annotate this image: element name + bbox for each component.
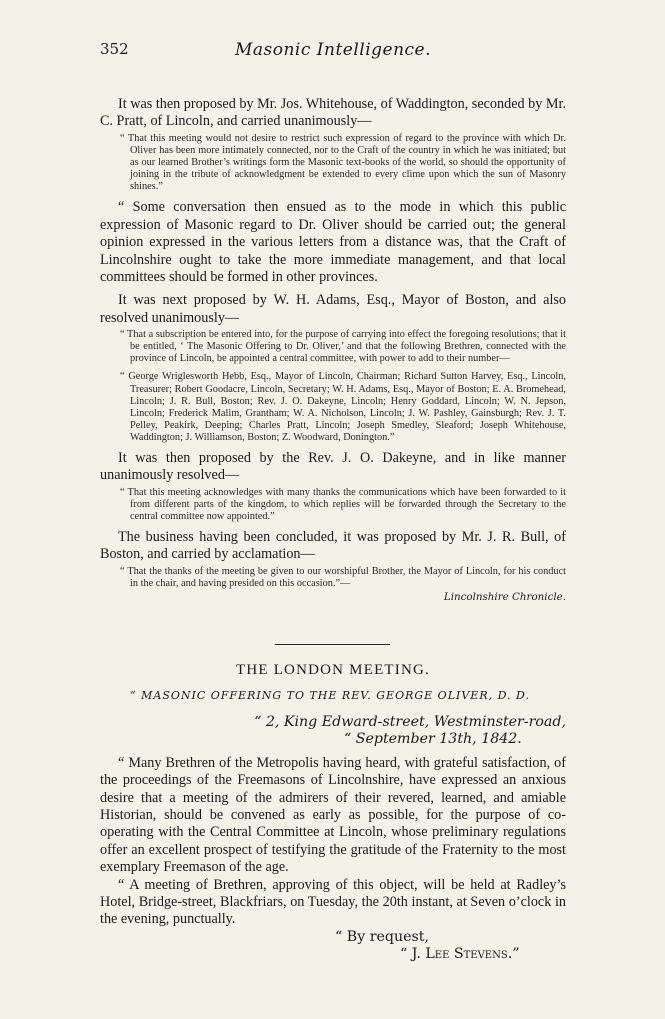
paragraph-conversation: “ Some conversation then ensued as to the mode in which this public expression of Masonic regard to Dr. Oliver should be carried out; the general opinion expressed in the various letters from a distance was, that the Craft of Lincolnshire ought to take the more immediate management, and that local committees should be formed in other provinces. — [100, 199, 566, 285]
quote-resolution-1: “ That this meeting would not desire to restrict such expression of regard to the province with which Dr. Oliver has been more intimately connected, nor to the Craft of the country in which he was initiated; but as our learned Brother’s writings form the Masonic text-books of the world, so should the opportunity of joining in the tribute of acknowledgment be extended to every clime upon which the sun of Masonry shines.” — [120, 132, 566, 193]
page-header — [100, 40, 566, 64]
paragraph-adams-proposal: It was next proposed by W. H. Adams, Esq., Mayor of Boston, and also resolved unanimously— — [100, 292, 566, 326]
paragraph-dakeyne-proposal: It was then proposed by the Rev. J. O. Dakeyne, and in like manner unanimously resolved— — [100, 449, 566, 484]
by-request-line: “ By request, — [335, 928, 429, 945]
date-line: “ September 13th, 1842. — [344, 731, 522, 748]
paragraph-metropolis-brethren: “ Many Brethren of the Metropolis having heard, with grateful satisfaction, of the proceedings of the Freemasons of Lincolnshire, have expressed an anxious desire that a meeting of the admirers of their revered, learned, and amiable Historian, should be convened as early as possible, for the purpose of co-operating with the Central Committee at Lincoln, whose preliminary regulations offer an excellent prospect of testifying the gratitude of the Fraternity to the most exemplary Freemason of the age. — [100, 754, 566, 876]
address-line: “ 2, King Edward-street, Westminster-road, — [254, 714, 566, 730]
paragraph-meeting-notice: “ A meeting of Brethren, approving of this object, will be held at Radley’s Hotel, Bridge-street, Blackfriars, on Tuesday, the 20th instant, at Seven o’clock in the evening, punctually. — [100, 876, 566, 928]
quote-resolution-2: “ That a subscription be entered into, for the purpose of carrying into effect the foregoing resolutions; that it be entitled, ‘ The Masonic Offering to Dr. Oliver,’ and that the following Brethren, connected with the province of Lincoln, be appointed a central committee, with power to add to their number— — [120, 329, 566, 365]
paragraph-whitehouse-proposal: It was then proposed by Mr. Jos. Whitehouse, of Waddington, seconded by Mr. C. Pratt, of Lincoln, and carried unanimously— — [100, 96, 566, 130]
signature: “ J. Lee Stevens.” — [400, 946, 520, 963]
page-number: 352 — [100, 40, 129, 58]
quote-thanks: “ That the thanks of the meeting be given to our worshipful Brother, the Mayor of Lincoln, for his conduct in the chair, and having presided on this occasion.”— — [120, 565, 566, 589]
source-attribution: Lincolnshire Chronicle. — [443, 591, 566, 604]
quote-resolution-3: “ That this meeting acknowledges with many thanks the communications which have been forwarded to it from different parts of the kingdom, to which replies will be forwarded through the Secretary to the central committee now appointed.” — [120, 486, 566, 522]
section-divider — [275, 644, 390, 645]
paragraph-bull-proposal: The business having been concluded, it was proposed by Mr. J. R. Bull, of Boston, and carried by acclamation— — [100, 529, 566, 563]
quote-committee-list: “ George Wriglesworth Hebb, Esq., Mayor of Lincoln, Chairman; Richard Sutton Harvey, Esq., Lincoln, Treasurer; Robert Goodacre, Lincoln, Secretary; W. H. Adams, Esq., Mayor of Boston; E. A. Bromehead, Lincoln; J. R. Bull, Boston; Rev. J. O. Dakeyne, Lincoln; Henry Goddard, Lincoln; W. N. Jepson, Lincoln; Frederick Malim, Grantham; W. A. Nicholson, Lincoln; J. W. Pashley, Gainsburgh; Rev. J. T. Pelley, Peakirk, Deeping; Charles Pratt, Lincoln; Joseph Smedley, Sleaford; Joseph Whitehouse, Waddington; J. Williamson, Boston; Z. Woodward, Donington.” — [120, 371, 566, 443]
section-heading: THE LONDON MEETING. — [235, 662, 431, 678]
upper-section — [100, 96, 566, 603]
london-section — [100, 662, 566, 964]
running-title: Masonic Intelligence. — [234, 40, 432, 60]
section-subheading: “ MASONIC OFFERING TO THE REV. GEORGE OLIVER, D. D. — [130, 689, 530, 702]
